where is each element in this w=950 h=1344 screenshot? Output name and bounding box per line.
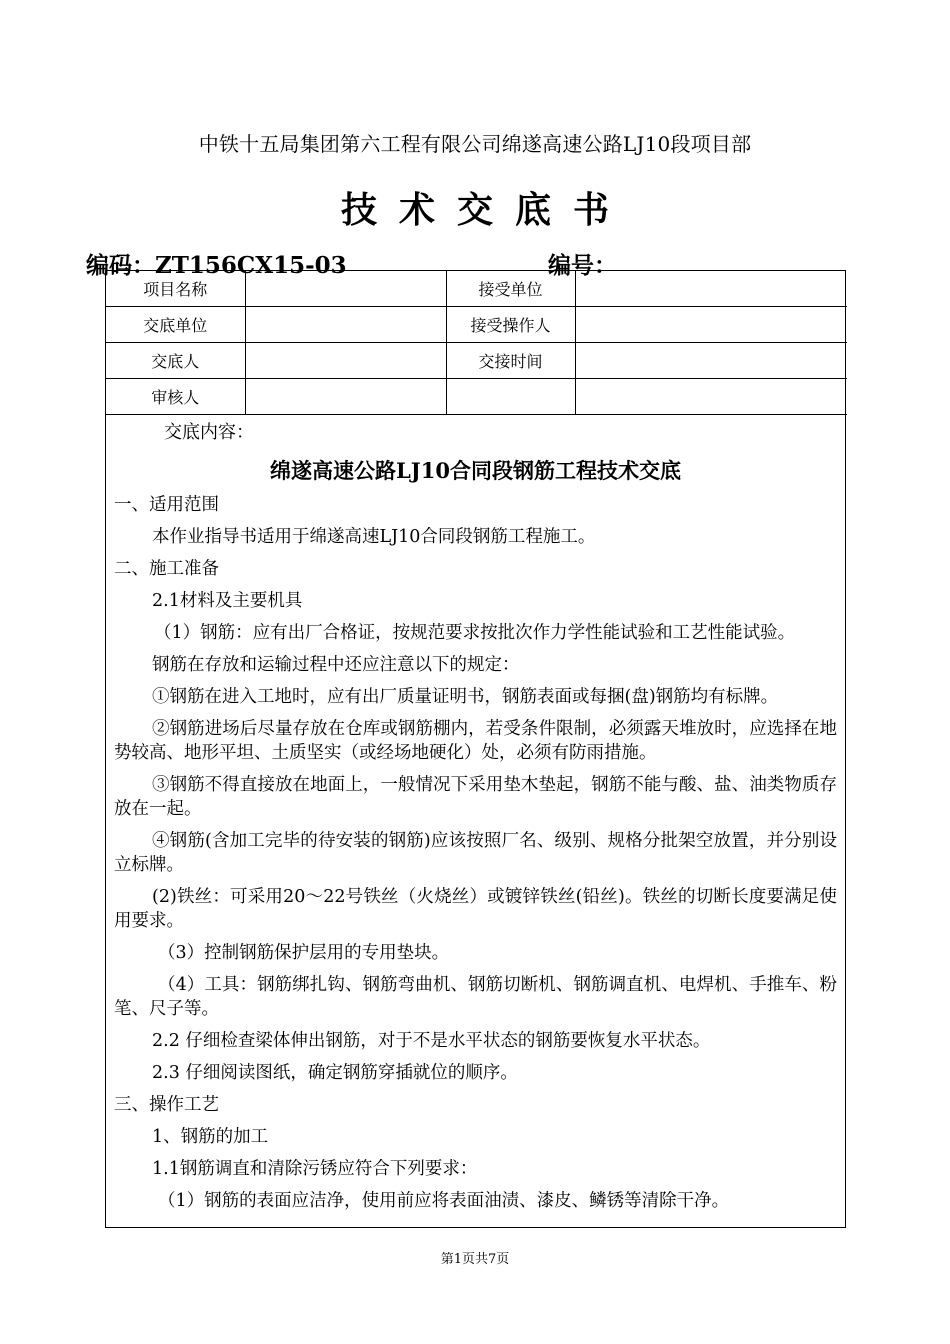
label-project-name: 项目名称	[106, 271, 245, 307]
info-table	[106, 271, 847, 415]
page-footer: 第1页共7页	[440, 1252, 510, 1267]
value-issuing-unit[interactable]	[245, 307, 446, 343]
content-label: 交底内容：	[164, 422, 254, 443]
paragraph: 本作业指导书适用于绵遂高速LJ10合同段钢筋工程施工。	[152, 527, 596, 547]
table-row	[106, 343, 847, 379]
paragraph: ③钢筋不得直接放在地面上，一般情况下采用垫木垫起，钢筋不能与酸、盐、油类物质存放在一起。	[114, 775, 837, 819]
paragraph: 钢筋在存放和运输过程中还应注意以下的规定：	[152, 655, 520, 675]
section-heading: 一、适用范围	[114, 495, 219, 515]
subsection-heading: 2.1材料及主要机具	[152, 591, 303, 611]
value-receiving-operator[interactable]	[575, 307, 847, 343]
paragraph: ④钢筋(含加工完毕的待安装的钢筋)应该按照厂名、级别、规格分批架空放置，并分别设立标牌。	[114, 831, 837, 875]
paragraph: (2)铁丝：可采用20～22号铁丝（火烧丝）或镀锌铁丝(铅丝)。铁丝的切断长度要满足使用要求。	[114, 887, 837, 931]
value-reviewer[interactable]	[245, 379, 446, 415]
value-handover-time[interactable]	[575, 343, 847, 379]
document-title: 技术交底书	[340, 189, 631, 231]
content-subtitle: 绵遂高速公路LJ10合同段钢筋工程技术交底	[270, 458, 681, 483]
form-frame	[105, 270, 846, 1228]
document-code: 编码：ZT156CX15-03	[86, 252, 347, 279]
empty-cell	[446, 379, 575, 415]
value-issuer[interactable]	[245, 343, 446, 379]
section-heading: 二、施工准备	[114, 559, 219, 579]
label-issuing-unit: 交底单位	[106, 307, 245, 343]
value-project-name[interactable]	[245, 271, 446, 307]
table-row	[106, 307, 847, 343]
paragraph: （4）工具：钢筋绑扎钩、钢筋弯曲机、钢筋切断机、钢筋调直机、电焊机、手推车、粉笔、尺子等。	[114, 975, 837, 1019]
value-receiving-unit[interactable]	[575, 271, 847, 307]
paragraph: ①钢筋在进入工地时，应有出厂质量证明书，钢筋表面或每捆(盘)钢筋均有标牌。	[152, 687, 779, 707]
paragraph: ②钢筋进场后尽量存放在仓库或钢筋棚内，若受条件限制，必须露天堆放时，应选择在地势较高、地形平坦、土质坚实（或经场地硬化）处，必须有防雨措施。	[114, 719, 837, 763]
paragraph: 1.1钢筋调直和清除污锈应符合下列要求：	[152, 1159, 478, 1179]
organization-header: 中铁十五局集团第六工程有限公司绵遂高速公路LJ10段项目部	[198, 132, 752, 156]
label-handover-time: 交接时间	[446, 343, 575, 379]
table-row	[106, 271, 847, 307]
document-number-label: 编号：	[548, 252, 617, 279]
table-row	[106, 379, 847, 415]
paragraph: （3）控制钢筋保护层用的专用垫块。	[158, 943, 450, 963]
label-issuer: 交底人	[106, 343, 245, 379]
label-receiving-unit: 接受单位	[446, 271, 575, 307]
label-receiving-operator: 接受操作人	[446, 307, 575, 343]
paragraph: 2.2 仔细检查梁体伸出钢筋，对于不是水平状态的钢筋要恢复水平状态。	[152, 1031, 711, 1051]
empty-cell	[575, 379, 847, 415]
content-area	[106, 421, 845, 1213]
section-heading: 三、操作工艺	[114, 1095, 219, 1115]
label-reviewer: 审核人	[106, 379, 245, 415]
paragraph: 2.3 仔细阅读图纸，确定钢筋穿插就位的顺序。	[152, 1063, 518, 1083]
paragraph: （1）钢筋的表面应洁净，使用前应将表面油渍、漆皮、鳞锈等清除干净。	[158, 1191, 730, 1211]
subsection-heading: 1、钢筋的加工	[152, 1127, 269, 1147]
paragraph: （1）钢筋：应有出厂合格证，按规范要求按批次作力学性能试验和工艺性能试验。	[154, 623, 796, 643]
